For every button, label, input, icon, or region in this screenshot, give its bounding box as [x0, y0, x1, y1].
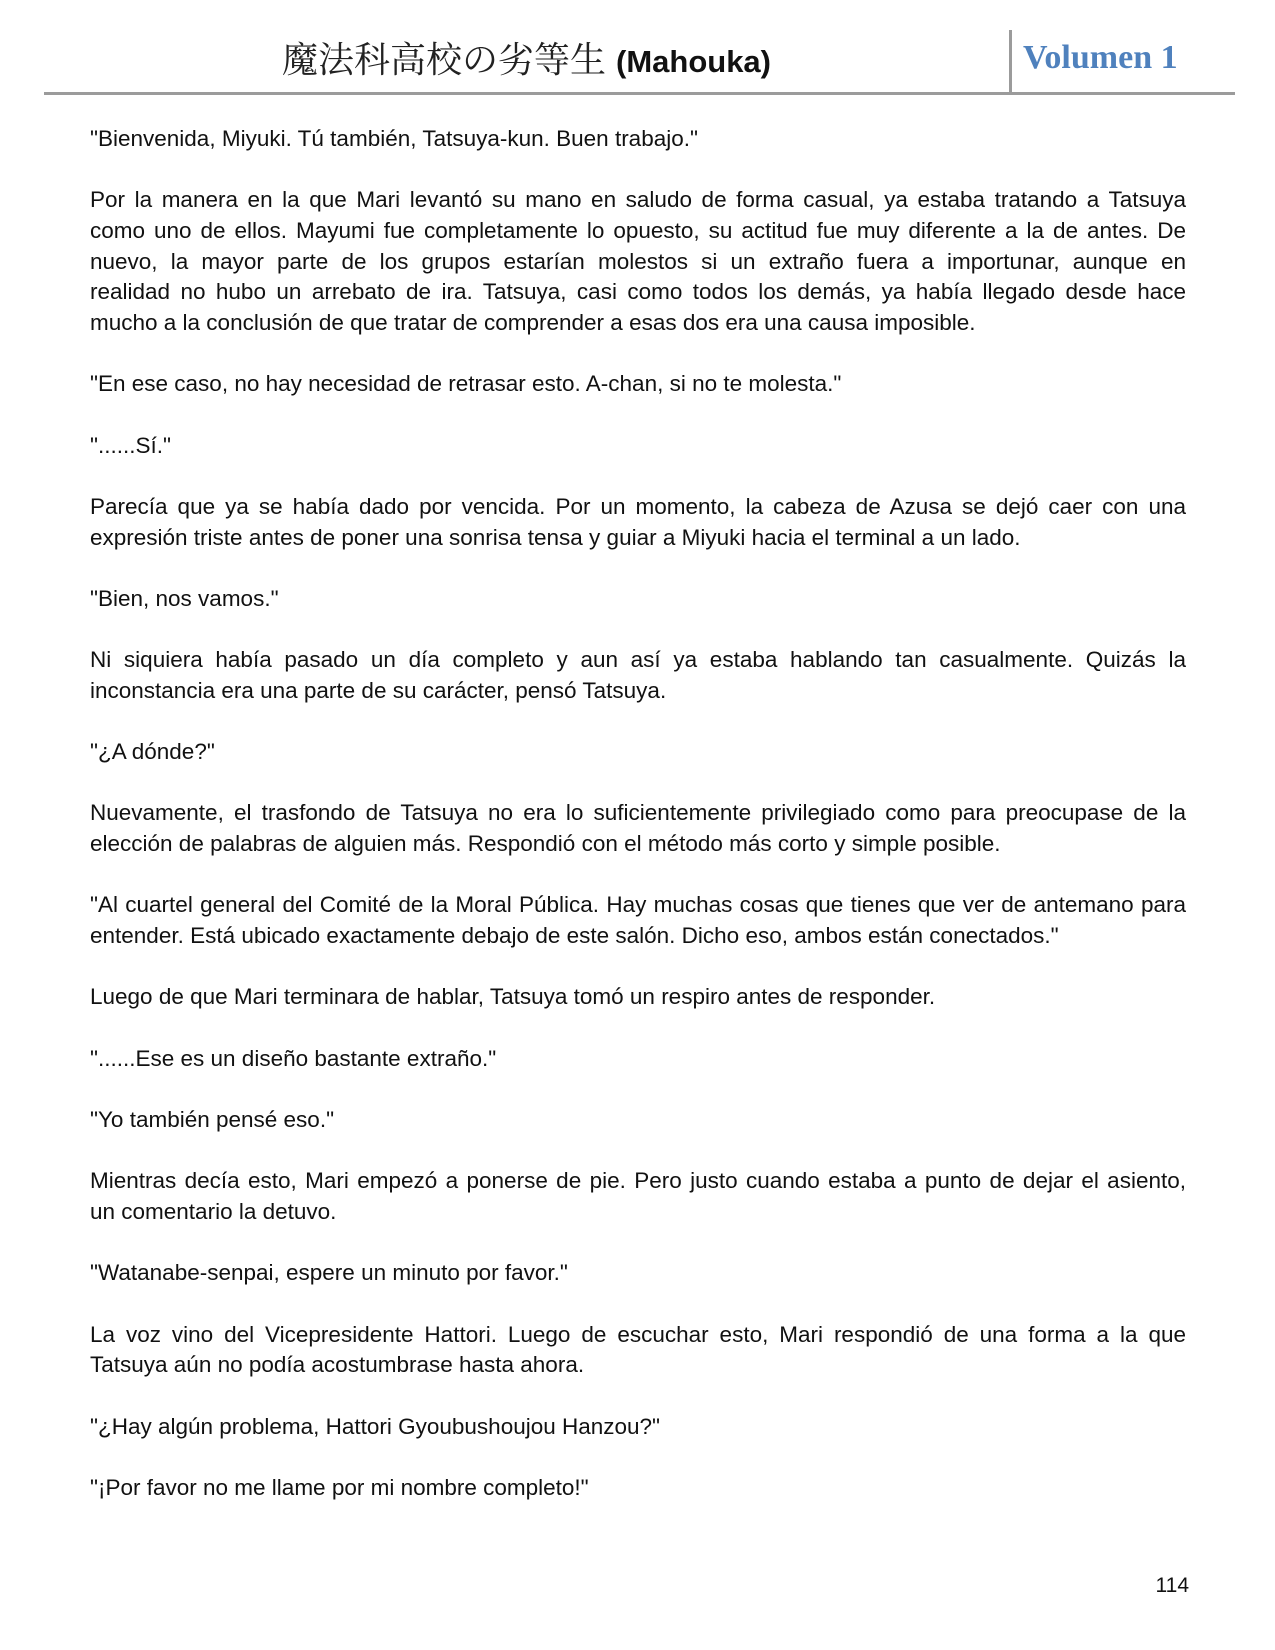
paragraph-line: un comentario la detuvo.	[90, 1198, 337, 1224]
paragraph-line: "Yo también pensé eso."	[90, 1107, 335, 1132]
title-japanese: 魔法科高校の劣等生	[281, 40, 606, 81]
paragraph-line: "Bienvenida, Miyuki. Tú también, Tatsuya-kun. Buen trabajo."	[90, 126, 698, 151]
paragraph	[90, 737, 1186, 768]
paragraph-line: Por la manera en la que Mari levantó su mano en saludo de forma casual, ya estaba tratando a Tatsuya	[90, 187, 1186, 213]
page-number: 114	[1155, 1574, 1189, 1597]
paragraph-line: como uno de ellos. Mayumi fue completamente lo opuesto, su actitud fue muy diferente a la de antes. De	[90, 217, 1186, 243]
paragraph	[90, 1412, 1186, 1443]
paragraph-line: "¿Hay algún problema, Hattori Gyoubushoujou Hanzou?"	[90, 1413, 661, 1439]
paragraph-line: "En ese caso, no hay necesidad de retrasar esto. A-chan, si no te molesta."	[90, 371, 842, 397]
paragraph-line: "Bien, nos vamos."	[90, 585, 279, 611]
paragraph-line: "......Sí."	[90, 432, 171, 458]
paragraph-line: entender. Está ubicado exactamente debajo de este salón. Dicho eso, ambos están conectados."	[90, 923, 1059, 949]
paragraph-line: mucho a la conclusión de que tratar de comprender a esas dos era una causa imposible.	[90, 309, 976, 335]
paragraph-line: Ni siquiera había pasado un día completo y aun así ya estaba hablando tan casualmente. Quizás la	[90, 647, 1186, 673]
paragraph-line: Tatsuya aún no podía acostumbrase hasta ahora.	[90, 1352, 585, 1378]
header-title	[44, 39, 1009, 90]
header-divider	[1009, 30, 1012, 95]
paragraph	[90, 1166, 1186, 1227]
paragraph	[90, 431, 1186, 462]
paragraph-line: "¿A dónde?"	[90, 739, 215, 765]
paragraph-line: elección de palabras de alguien más. Respondió con el método más corto y simple posible.	[90, 831, 1001, 857]
title-english: (Mahouka)	[616, 44, 771, 79]
paragraph	[90, 890, 1186, 951]
paragraph-line: "......Ese es un diseño bastante extraño."	[90, 1045, 497, 1071]
paragraph-line: realidad no hubo un arrebato de ira. Tatsuya, casi como todos los demás, ya había llegado desde hace	[90, 279, 1186, 305]
paragraph	[90, 185, 1186, 338]
paragraph	[90, 584, 1186, 615]
paragraph-line: "Al cuartel general del Comité de la Moral Pública. Hay muchas cosas que tienes que ver de antemano para	[90, 892, 1186, 918]
paragraph-line: Luego de que Mari terminara de hablar, Tatsuya tomó un respiro antes de responder.	[90, 984, 936, 1010]
paragraph	[90, 1044, 1186, 1075]
paragraph-line: "¡Por favor no me llame por mi nombre completo!"	[90, 1474, 589, 1500]
volume-label: Volumen 1	[1023, 39, 1178, 76]
paragraph	[90, 1105, 1186, 1136]
paragraph-line: expresión triste antes de poner una sonrisa tensa y guiar a Miyuki hacia el terminal a un lado.	[90, 524, 1021, 550]
paragraph-line: Nuevamente, el trasfondo de Tatsuya no era lo suficientemente privilegiado como para preocupase de la	[90, 800, 1186, 826]
paragraph	[90, 1258, 1186, 1289]
paragraph-line: Mientras decía esto, Mari empezó a ponerse de pie. Pero justo cuando estaba a punto de dejar el asiento,	[90, 1168, 1186, 1194]
paragraph	[90, 369, 1186, 400]
paragraph	[90, 124, 1186, 155]
paragraph-line: inconstancia era una parte de su carácter, pensó Tatsuya.	[90, 677, 667, 703]
paragraph-line: La voz vino del Vicepresidente Hattori. Luego de escuchar esto, Mari respondió de una forma a la que	[90, 1321, 1186, 1347]
paragraph	[90, 982, 1186, 1013]
paragraph	[90, 645, 1186, 706]
paragraph	[90, 1473, 1186, 1504]
header-rule	[44, 92, 1235, 95]
paragraph	[90, 492, 1186, 553]
paragraph	[90, 1320, 1186, 1381]
paragraph	[90, 798, 1186, 859]
paragraph-line: "Watanabe-senpai, espere un minuto por favor."	[90, 1260, 568, 1286]
body-text	[90, 124, 1186, 1534]
paragraph-line: Parecía que ya se había dado por vencida. Por un momento, la cabeza de Azusa se dejó caer con una	[90, 493, 1186, 519]
paragraph-line: nuevo, la mayor parte de los grupos estarían molestos si un extraño fuera a importunar, aunque en	[90, 248, 1186, 274]
